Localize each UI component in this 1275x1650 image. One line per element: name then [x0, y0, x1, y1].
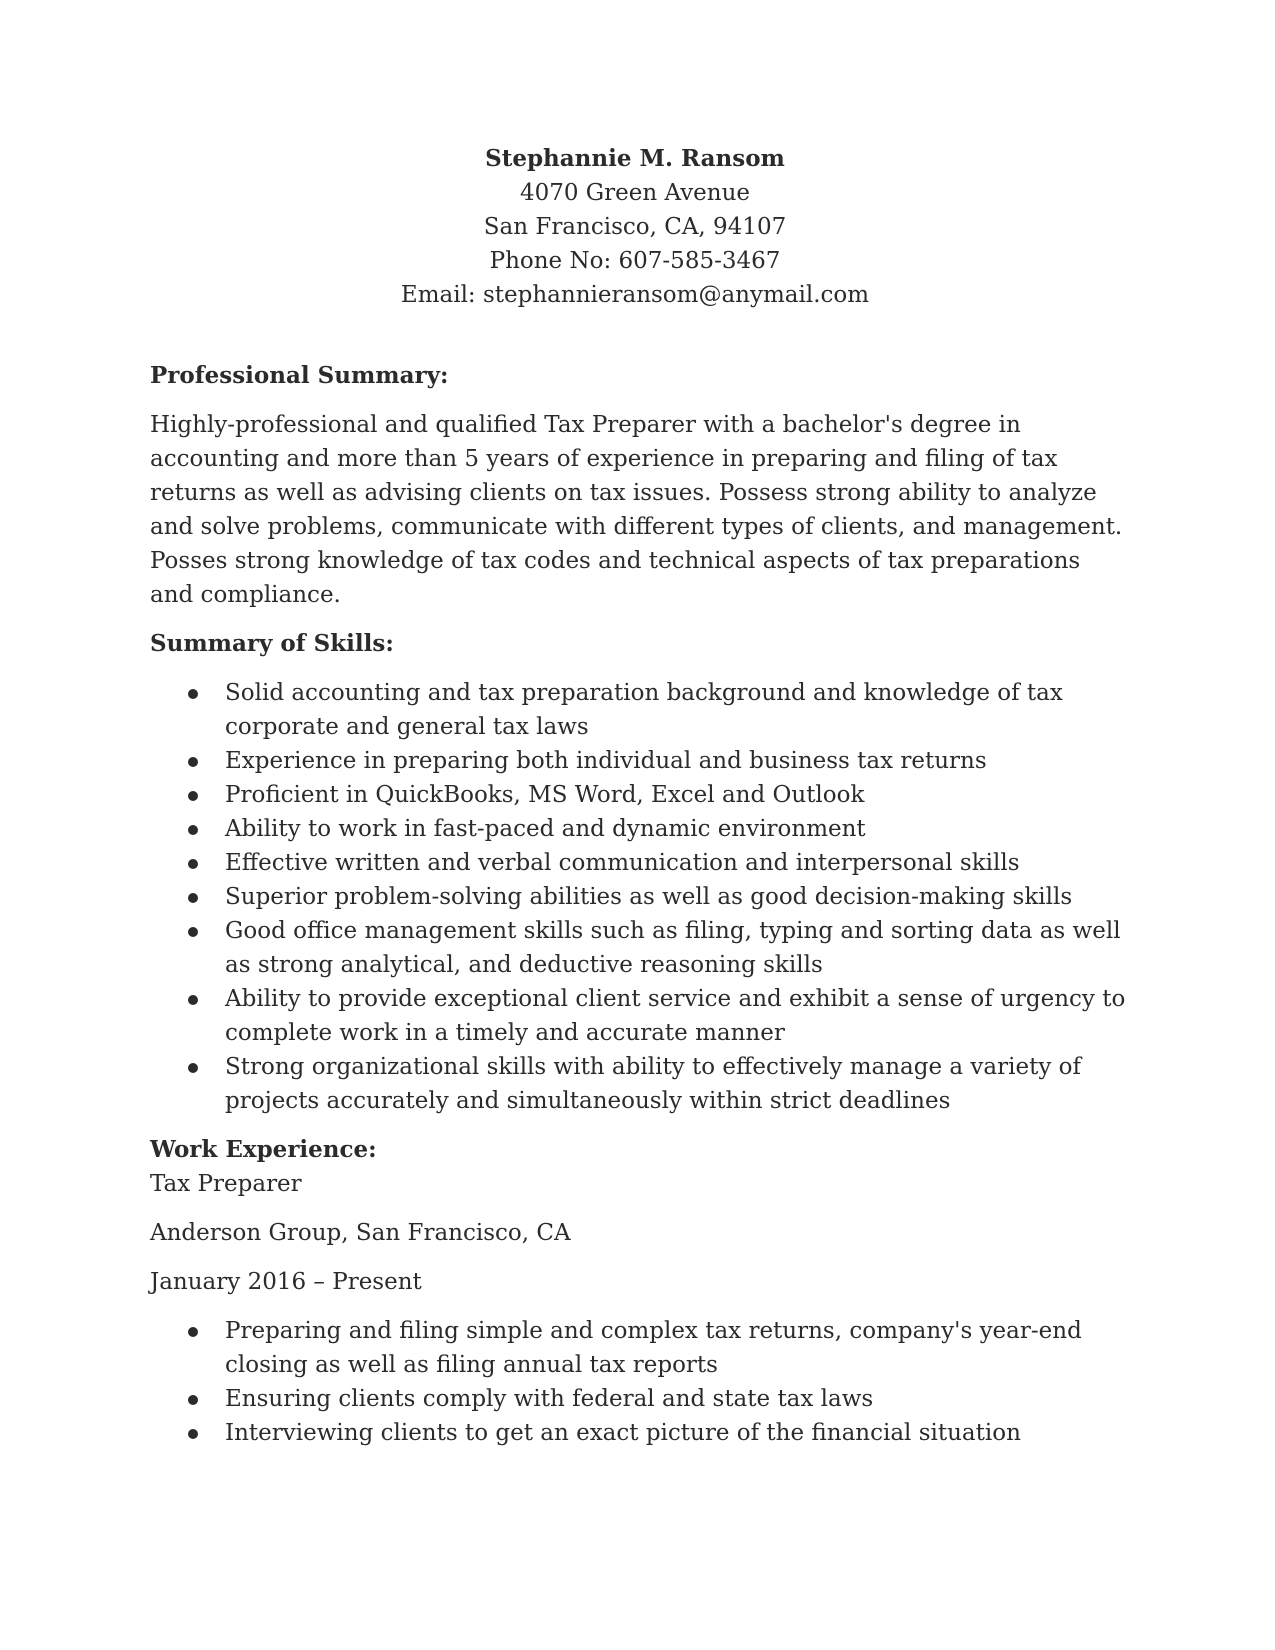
list-item [150, 982, 1130, 1050]
company-name: Anderson Group, San Francisco, CA [150, 1220, 571, 1246]
applicant-name: Stephannie M. Ransom [485, 145, 785, 172]
duty-text: Ensuring clients comply with federal and state tax laws [225, 1386, 874, 1412]
address-line-1: 4070 Green Avenue [519, 180, 751, 206]
skills-heading: Summary of Skills: [150, 630, 394, 657]
employment-dates: January 2016 – Present [150, 1269, 422, 1295]
bullet-icon [188, 791, 198, 801]
skill-text: Ability to provide exceptional client service and exhibit a sense of urgency to complete work in a timely and accurate manner [225, 986, 1126, 1046]
duty-text: Preparing and filing simple and complex tax returns, company's year-end closing as well as filing annual tax reports [225, 1318, 1082, 1378]
work-experience-heading: Work Experience: [150, 1136, 377, 1163]
professional-summary-text: Highly-professional and qualified Tax Preparer with a bachelor's degree in accounting and more than 5 years of experience in preparing and filing of tax returns as well as advising clients on tax issues. Possess strong ability to analyze and solve problems, communicate with different types of clients, and management. Posses strong knowledge of tax codes and technical aspects of tax preparations and compliance. [150, 412, 1123, 608]
list-item [150, 744, 1130, 778]
bullet-icon [188, 825, 198, 835]
list-item [150, 846, 1130, 880]
phone-number: Phone No: 607-585-3467 [489, 248, 781, 274]
skill-text: Experience in preparing both individual and business tax returns [225, 748, 987, 774]
list-item [150, 778, 1130, 812]
bullet-icon [188, 1327, 198, 1337]
duty-text: Interviewing clients to get an exact picture of the financial situation [225, 1420, 1021, 1446]
contact-header [140, 142, 1130, 312]
list-item [150, 1382, 1130, 1416]
resume-page [150, 142, 1130, 1450]
skill-text: Solid accounting and tax preparation background and knowledge of tax corporate and general tax laws [225, 680, 1063, 740]
list-item [150, 914, 1130, 982]
bullet-icon [188, 1063, 198, 1073]
list-item [150, 1416, 1130, 1450]
skill-text: Superior problem-solving abilities as well as good decision-making skills [225, 884, 1073, 910]
email-address: Email: stephannieransom@anymail.com [400, 282, 870, 308]
skill-text: Effective written and verbal communication and interpersonal skills [225, 850, 1020, 876]
bullet-icon [188, 1429, 198, 1439]
job-duties-list [150, 1314, 1130, 1450]
skill-text: Ability to work in fast-paced and dynamic environment [225, 816, 866, 842]
bullet-icon [188, 1395, 198, 1405]
skill-text: Proficient in QuickBooks, MS Word, Excel and Outlook [225, 782, 865, 808]
list-item [150, 1314, 1130, 1382]
professional-summary-heading: Professional Summary: [150, 362, 449, 389]
skill-text: Good office management skills such as filing, typing and sorting data as well as strong analytical, and deductive reasoning skills [225, 918, 1121, 978]
address-line-2: San Francisco, CA, 94107 [483, 214, 787, 240]
bullet-icon [188, 995, 198, 1005]
skill-text: Strong organizational skills with ability to effectively manage a variety of projects accurately and simultaneously within strict deadlines [225, 1054, 1081, 1114]
bullet-icon [188, 927, 198, 937]
list-item [150, 1050, 1130, 1118]
list-item [150, 676, 1130, 744]
bullet-icon [188, 859, 198, 869]
job-title: Tax Preparer [150, 1171, 302, 1197]
list-item [150, 880, 1130, 914]
bullet-icon [188, 689, 198, 699]
bullet-icon [188, 757, 198, 767]
skills-list [150, 676, 1130, 1118]
bullet-icon [188, 893, 198, 903]
list-item [150, 812, 1130, 846]
